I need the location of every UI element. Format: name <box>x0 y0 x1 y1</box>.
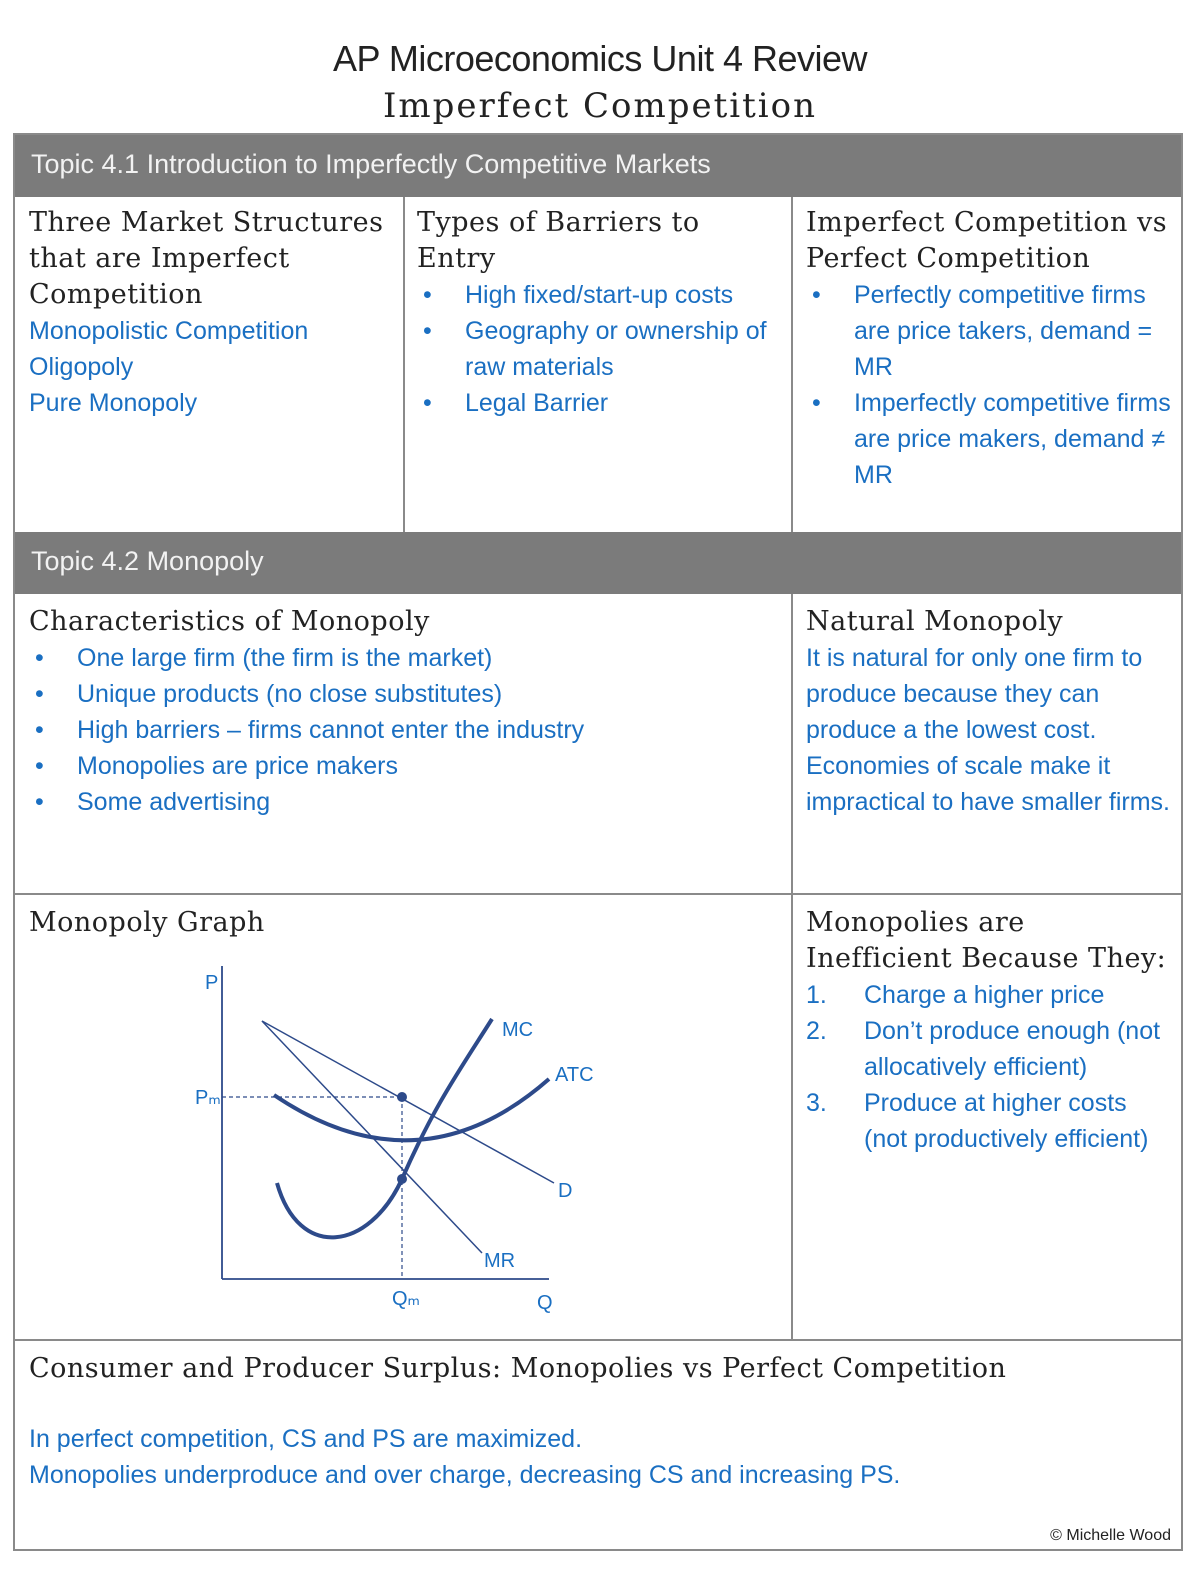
mc-label: MC <box>502 1019 534 1041</box>
list-item: • Legal Barrier <box>417 385 787 421</box>
surplus-text-line: Monopolies underproduce and over charge, decreasing CS and increasing PS. <box>29 1461 901 1489</box>
d-label: D <box>558 1180 573 1202</box>
atc-label: ATC <box>555 1064 594 1086</box>
list-item: • One large firm (the firm is the market) <box>29 640 779 676</box>
list-item: • Imperfectly competitive firms are price makers, demand ≠ MR <box>806 385 1176 493</box>
comparison-cell <box>806 205 1176 493</box>
list-item: • Some advertising <box>29 784 779 820</box>
comparison-list <box>806 277 1176 493</box>
list-item: • High fixed/start-up costs <box>417 277 787 313</box>
structure-item: Pure Monopoly <box>29 389 198 417</box>
topic-4-2-band: Topic 4.2 Monopoly <box>15 532 1181 594</box>
list-item: • Unique products (no close substitutes) <box>29 676 779 712</box>
natural-monopoly-text: It is natural for only one firm to produce because they can produce a the lowest cost. Economies of scale make it impractical to have smaller firms. <box>806 644 1170 816</box>
copyright: © Michelle Wood <box>1050 1527 1171 1544</box>
list-item: • High barriers – firms cannot enter the industry <box>29 712 779 748</box>
marginal-cost-curve <box>277 1019 492 1237</box>
page-title: AP Microeconomics Unit 4 Review <box>332 38 868 79</box>
structure-item: Oligopoly <box>29 353 134 381</box>
market-structures-cell <box>29 205 399 421</box>
monopoly-graph-cell <box>29 905 779 1325</box>
demand-curve <box>262 1021 554 1183</box>
surplus-cell <box>29 1351 1169 1493</box>
characteristics-cell <box>29 604 779 820</box>
comparison-heading: Imperfect Competition vs Perfect Competition <box>806 207 1168 274</box>
barriers-heading: Types of Barriers to Entry <box>417 207 700 274</box>
structure-item: Monopolistic Competition <box>29 317 309 345</box>
average-total-cost-curve <box>274 1079 549 1140</box>
monopoly-price-point <box>397 1092 407 1102</box>
inefficiency-cell <box>806 905 1176 1157</box>
inefficiency-list <box>806 977 1176 1157</box>
page-subtitle: Imperfect Competition <box>382 86 818 126</box>
barriers-list <box>417 277 787 421</box>
review-sheet <box>13 133 1183 1551</box>
q-axis-label: Q <box>537 1292 553 1314</box>
divider <box>15 1339 1181 1341</box>
list-item: • Perfectly competitive firms are price takers, demand = MR <box>806 277 1176 385</box>
p-axis-label: P <box>205 972 219 994</box>
characteristics-list <box>29 640 779 820</box>
surplus-heading: Consumer and Producer Surplus: Monopolies vs Perfect Competition <box>29 1353 1007 1384</box>
list-item: 1. Charge a higher price <box>806 981 1105 1009</box>
divider <box>791 197 793 532</box>
list-item: • Geography or ownership of raw materials <box>417 313 787 385</box>
list-item: 2. Don’t produce enough (not allocatively efficient) <box>806 1017 1161 1081</box>
divider <box>403 197 405 532</box>
monopoly-graph <box>169 961 769 1321</box>
characteristics-heading: Characteristics of Monopoly <box>29 606 430 637</box>
pm-label: Pₘ <box>195 1087 221 1109</box>
qm-label: Qₘ <box>392 1288 421 1310</box>
market-structures-heading: Three Market Structures that are Imperfect Competition <box>29 207 384 310</box>
topic-4-1-band: Topic 4.1 Introduction to Imperfectly Competitive Markets <box>15 135 1181 197</box>
surplus-text-line: In perfect competition, CS and PS are maximized. <box>29 1425 583 1453</box>
monopoly-graph-heading: Monopoly Graph <box>29 907 265 938</box>
barriers-cell <box>417 205 787 421</box>
inefficiency-heading: Monopolies are Inefficient Because They: <box>806 907 1167 974</box>
profit-max-point <box>397 1174 407 1184</box>
natural-monopoly-heading: Natural Monopoly <box>806 606 1064 637</box>
list-item: 3. Produce at higher costs (not productively efficient) <box>806 1089 1149 1153</box>
mr-label: MR <box>484 1250 516 1272</box>
divider <box>791 594 793 1340</box>
list-item: • Monopolies are price makers <box>29 748 779 784</box>
natural-monopoly-cell <box>806 604 1176 820</box>
divider <box>15 893 1181 895</box>
